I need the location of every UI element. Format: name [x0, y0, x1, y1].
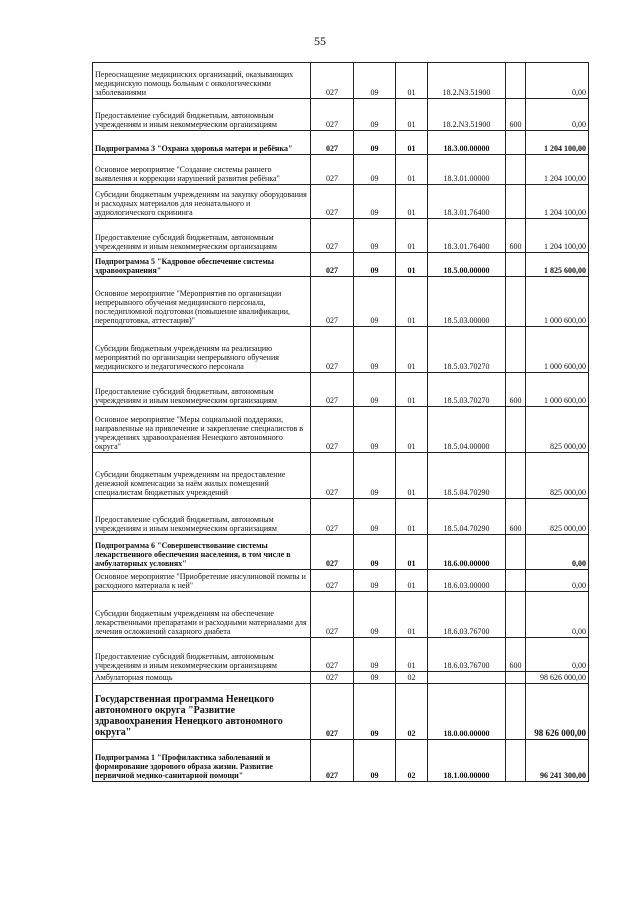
row-target-article: 18.3.01.76400: [428, 219, 506, 253]
row-target-article: 18.1.00.00000: [428, 740, 506, 782]
row-section-code: 09: [354, 63, 396, 99]
row-target-article: 18.5.00.00000: [428, 253, 506, 277]
row-name: Государственная программа Ненецкого автономного округа "Развитие здравоохранения Ненецкого автономного округа": [93, 684, 311, 740]
row-expense-type: [506, 672, 526, 684]
row-section-code: 09: [354, 684, 396, 740]
row-expense-type: [506, 740, 526, 782]
row-subsection-code: 01: [396, 253, 428, 277]
row-amount: 0,00: [526, 638, 589, 672]
row-section-code: 09: [354, 407, 396, 453]
row-amount: 0,00: [526, 63, 589, 99]
row-expense-type: 600: [506, 638, 526, 672]
row-amount: 0,00: [526, 99, 589, 131]
row-name: Основное мероприятие "Меры социальной поддержки, направленные на привлечение и закрепление специалистов в учреждениях здравоохранения Ненецкого автономного округа": [93, 407, 311, 453]
row-amount: 96 241 300,00: [526, 740, 589, 782]
row-amount: 1 204 100,00: [526, 185, 589, 219]
row-target-article: 18.5.03.70270: [428, 327, 506, 373]
row-amount: 0,00: [526, 535, 589, 570]
row-subsection-code: 01: [396, 131, 428, 155]
row-target-article: 18.6.03.76700: [428, 592, 506, 638]
row-target-article: 18.6.00.00000: [428, 535, 506, 570]
row-name: Субсидии бюджетным учреждениям на реализацию мероприятий по организации непрерывного обучения медицинского и педагогического персонала: [93, 327, 311, 373]
row-target-article: 18.3.01.00000: [428, 155, 506, 185]
row-subsection-code: 01: [396, 453, 428, 499]
row-ministry-code: 027: [311, 740, 354, 782]
row-expense-type: 600: [506, 373, 526, 407]
row-section-code: 09: [354, 131, 396, 155]
row-section-code: 09: [354, 592, 396, 638]
row-expense-type: 600: [506, 219, 526, 253]
table-row: [93, 99, 589, 131]
row-section-code: 09: [354, 499, 396, 535]
row-ministry-code: 027: [311, 638, 354, 672]
row-ministry-code: 027: [311, 63, 354, 99]
row-subsection-code: 02: [396, 740, 428, 782]
table-row: [93, 155, 589, 185]
row-subsection-code: 01: [396, 327, 428, 373]
row-name: Предоставление субсидий бюджетным, автономным учреждениям и иным некоммерческим организациям: [93, 499, 311, 535]
row-target-article: [428, 672, 506, 684]
row-amount: 1 204 100,00: [526, 155, 589, 185]
row-subsection-code: 01: [396, 99, 428, 131]
row-name: Основное мероприятие "Приобретение инсулиновой помпы и расходного материала к ней": [93, 570, 311, 592]
table-row: [93, 684, 589, 740]
row-subsection-code: 01: [396, 592, 428, 638]
table-row: [93, 407, 589, 453]
row-section-code: 09: [354, 672, 396, 684]
row-expense-type: [506, 253, 526, 277]
row-amount: 1 000 600,00: [526, 277, 589, 327]
row-subsection-code: 01: [396, 185, 428, 219]
table-row: [93, 638, 589, 672]
row-expense-type: [506, 131, 526, 155]
row-target-article: 18.3.00.00000: [428, 131, 506, 155]
row-expense-type: [506, 155, 526, 185]
row-expense-type: [506, 185, 526, 219]
row-ministry-code: 027: [311, 219, 354, 253]
row-section-code: 09: [354, 535, 396, 570]
row-name: Предоставление субсидий бюджетным, автономным учреждениям и иным некоммерческим организациям: [93, 99, 311, 131]
row-name: Субсидии бюджетным учреждениям на обеспечение лекарственными препаратами и расходными материалами для лечения осложнений сахарного диабета: [93, 592, 311, 638]
row-expense-type: 600: [506, 499, 526, 535]
table-row: [93, 740, 589, 782]
row-target-article: 18.6.03.00000: [428, 570, 506, 592]
row-target-article: 18.6.03.76700: [428, 638, 506, 672]
table-row: [93, 373, 589, 407]
row-ministry-code: 027: [311, 592, 354, 638]
row-subsection-code: 02: [396, 684, 428, 740]
table-row: [93, 185, 589, 219]
row-name: Основное мероприятие "Мероприятия по организации непрерывного обучения медицинского персонала, последипломной подготовки (повышение квалификации, переподготовка, аттестация)": [93, 277, 311, 327]
row-subsection-code: 01: [396, 219, 428, 253]
row-target-article: 18.5.04.70290: [428, 453, 506, 499]
row-subsection-code: 02: [396, 672, 428, 684]
row-section-code: 09: [354, 740, 396, 782]
row-amount: 825 000,00: [526, 499, 589, 535]
row-section-code: 09: [354, 185, 396, 219]
row-amount: 825 000,00: [526, 453, 589, 499]
row-ministry-code: 027: [311, 499, 354, 535]
table-row: [93, 63, 589, 99]
row-section-code: 09: [354, 570, 396, 592]
row-ministry-code: 027: [311, 373, 354, 407]
row-ministry-code: 027: [311, 155, 354, 185]
row-amount: 1 204 100,00: [526, 131, 589, 155]
row-subsection-code: 01: [396, 499, 428, 535]
row-target-article: 18.5.04.70290: [428, 499, 506, 535]
table-row: [93, 570, 589, 592]
row-ministry-code: 027: [311, 253, 354, 277]
row-amount: 98 626 000,00: [526, 672, 589, 684]
row-name: Подпрограмма 6 "Совершенствование системы лекарственного обеспечения населения, в том числе в амбулаторных условиях": [93, 535, 311, 570]
row-ministry-code: 027: [311, 131, 354, 155]
row-target-article: 18.2.N3.51900: [428, 63, 506, 99]
row-subsection-code: 01: [396, 63, 428, 99]
row-amount: 1 000 600,00: [526, 373, 589, 407]
table-row: [93, 535, 589, 570]
row-subsection-code: 01: [396, 277, 428, 327]
table-row: [93, 219, 589, 253]
row-section-code: 09: [354, 155, 396, 185]
row-name: Подпрограмма 3 "Охрана здоровья матери и ребёнка": [93, 131, 311, 155]
row-subsection-code: 01: [396, 407, 428, 453]
table-row: [93, 277, 589, 327]
row-expense-type: [506, 327, 526, 373]
row-ministry-code: 027: [311, 672, 354, 684]
row-amount: 98 626 000,00: [526, 684, 589, 740]
table-row: [93, 253, 589, 277]
table-row: [93, 592, 589, 638]
budget-table: [92, 62, 589, 782]
row-ministry-code: 027: [311, 684, 354, 740]
row-amount: 1 000 600,00: [526, 327, 589, 373]
row-expense-type: [506, 277, 526, 327]
row-expense-type: [506, 63, 526, 99]
table-row: [93, 327, 589, 373]
row-subsection-code: 01: [396, 570, 428, 592]
row-target-article: 18.2.N3.51900: [428, 99, 506, 131]
row-section-code: 09: [354, 219, 396, 253]
row-expense-type: [506, 570, 526, 592]
row-section-code: 09: [354, 373, 396, 407]
row-name: Переоснащение медицинских организаций, оказывающих медицинскую помощь больным с онкологическими заболеваниями: [93, 63, 311, 99]
row-ministry-code: 027: [311, 407, 354, 453]
row-name: Предоставление субсидий бюджетным, автономным учреждениям и иным некоммерческим организациям: [93, 219, 311, 253]
row-ministry-code: 027: [311, 453, 354, 499]
table-row: [93, 672, 589, 684]
row-section-code: 09: [354, 99, 396, 131]
row-name: Предоставление субсидий бюджетным, автономным учреждениям и иным некоммерческим организациям: [93, 373, 311, 407]
row-section-code: 09: [354, 327, 396, 373]
row-amount: 1 825 600,00: [526, 253, 589, 277]
row-expense-type: [506, 684, 526, 740]
page-number: 55: [314, 34, 326, 48]
table-row: [93, 499, 589, 535]
row-subsection-code: 01: [396, 155, 428, 185]
row-section-code: 09: [354, 277, 396, 327]
row-name: Основное мероприятие "Создание системы раннего выявления и коррекции нарушений развития ребёнка": [93, 155, 311, 185]
row-expense-type: [506, 453, 526, 499]
row-subsection-code: 01: [396, 373, 428, 407]
row-name: Субсидии бюджетным учреждениям на предоставление денежной компенсации за наём жилых помещений специалистам бюджетных учреждений: [93, 453, 311, 499]
row-ministry-code: 027: [311, 327, 354, 373]
row-target-article: 18.0.00.00000: [428, 684, 506, 740]
row-name: Подпрограмма 1 "Профилактика заболеваний и формирование здорового образа жизни. Развитие первичной медико-санитарной помощи": [93, 740, 311, 782]
row-expense-type: [506, 592, 526, 638]
row-ministry-code: 027: [311, 277, 354, 327]
row-ministry-code: 027: [311, 99, 354, 131]
row-target-article: 18.5.03.70270: [428, 373, 506, 407]
row-target-article: 18.5.04.00000: [428, 407, 506, 453]
row-section-code: 09: [354, 453, 396, 499]
row-ministry-code: 027: [311, 185, 354, 219]
row-subsection-code: 01: [396, 535, 428, 570]
row-amount: 1 204 100,00: [526, 219, 589, 253]
row-ministry-code: 027: [311, 570, 354, 592]
row-target-article: 18.3.01.76400: [428, 185, 506, 219]
row-subsection-code: 01: [396, 638, 428, 672]
row-amount: 0,00: [526, 570, 589, 592]
row-section-code: 09: [354, 253, 396, 277]
row-name: Субсидии бюджетным учреждениям на закупку оборудования и расходных материалов для неонатального и аудиологического скрининга: [93, 185, 311, 219]
row-target-article: 18.5.03.00000: [428, 277, 506, 327]
row-expense-type: [506, 407, 526, 453]
row-amount: 825 000,00: [526, 407, 589, 453]
row-ministry-code: 027: [311, 535, 354, 570]
table-row: [93, 131, 589, 155]
row-expense-type: 600: [506, 99, 526, 131]
row-name: Амбулаторная помощь: [93, 672, 311, 684]
row-name: Подпрограмма 5 "Кадровое обеспечение системы здравоохранения": [93, 253, 311, 277]
row-section-code: 09: [354, 638, 396, 672]
row-name: Предоставление субсидий бюджетным, автономным учреждениям и иным некоммерческим организациям: [93, 638, 311, 672]
table-row: [93, 453, 589, 499]
row-expense-type: [506, 535, 526, 570]
row-amount: 0,00: [526, 592, 589, 638]
